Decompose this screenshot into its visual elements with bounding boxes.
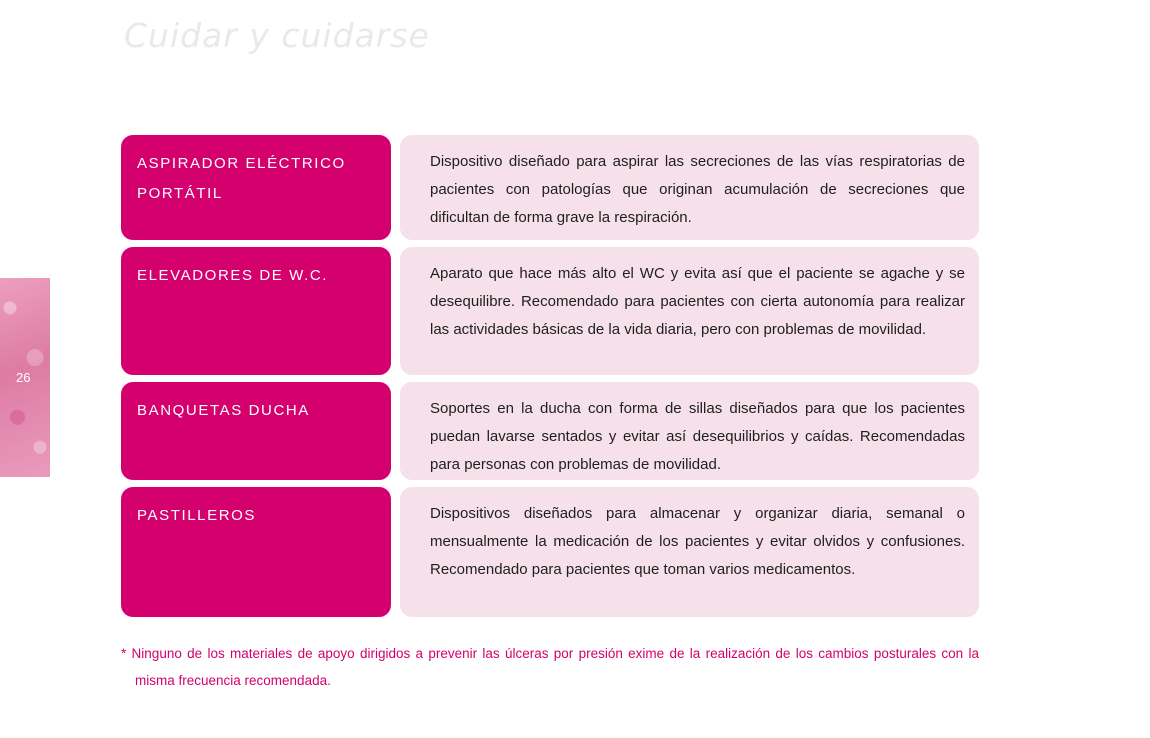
- term-description: Aparato que hace más alto el WC y evita así que el paciente se agache y se desequilibre. Recomendado para pacientes con cierta autonomía para realizar las actividades básicas de la vida diaria, pero con problemas de movilidad.: [400, 247, 979, 375]
- page-header-title: Cuidar y cuidarse: [124, 16, 430, 55]
- term-label: BANQUETAS DUCHA: [121, 382, 391, 480]
- page-number: 26: [16, 370, 31, 385]
- glossary-row: [121, 487, 979, 617]
- term-description: Dispositivo diseñado para aspirar las secreciones de las vías respiratorias de pacientes con patologías que originan acumulación de secreciones que dificultan de forma grave la respiración.: [400, 135, 979, 240]
- term-label: PASTILLEROS: [121, 487, 391, 617]
- term-label: ELEVADORES DE W.C.: [121, 247, 391, 375]
- glossary-table: [121, 135, 979, 624]
- term-description: Dispositivos diseñados para almacenar y organizar diaria, semanal o mensualmente la medicación de los pacientes y evitar olvidos y confusiones. Recomendado para pacientes que toman varios medicamentos.: [400, 487, 979, 617]
- glossary-row: [121, 247, 979, 375]
- glossary-row: [121, 135, 979, 240]
- term-description: Soportes en la ducha con forma de sillas diseñados para que los pacientes puedan lavarse sentados y evitar así desequilibrios y caídas. Recomendadas para personas con problemas de movilidad.: [400, 382, 979, 480]
- glossary-row: [121, 382, 979, 480]
- footnote: * Ninguno de los materiales de apoyo dirigidos a prevenir las úlceras por presión exime de la realización de los cambios posturales con la misma frecuencia recomendada.: [121, 646, 979, 688]
- term-label: ASPIRADOR ELÉCTRICO PORTÁTIL: [121, 135, 391, 240]
